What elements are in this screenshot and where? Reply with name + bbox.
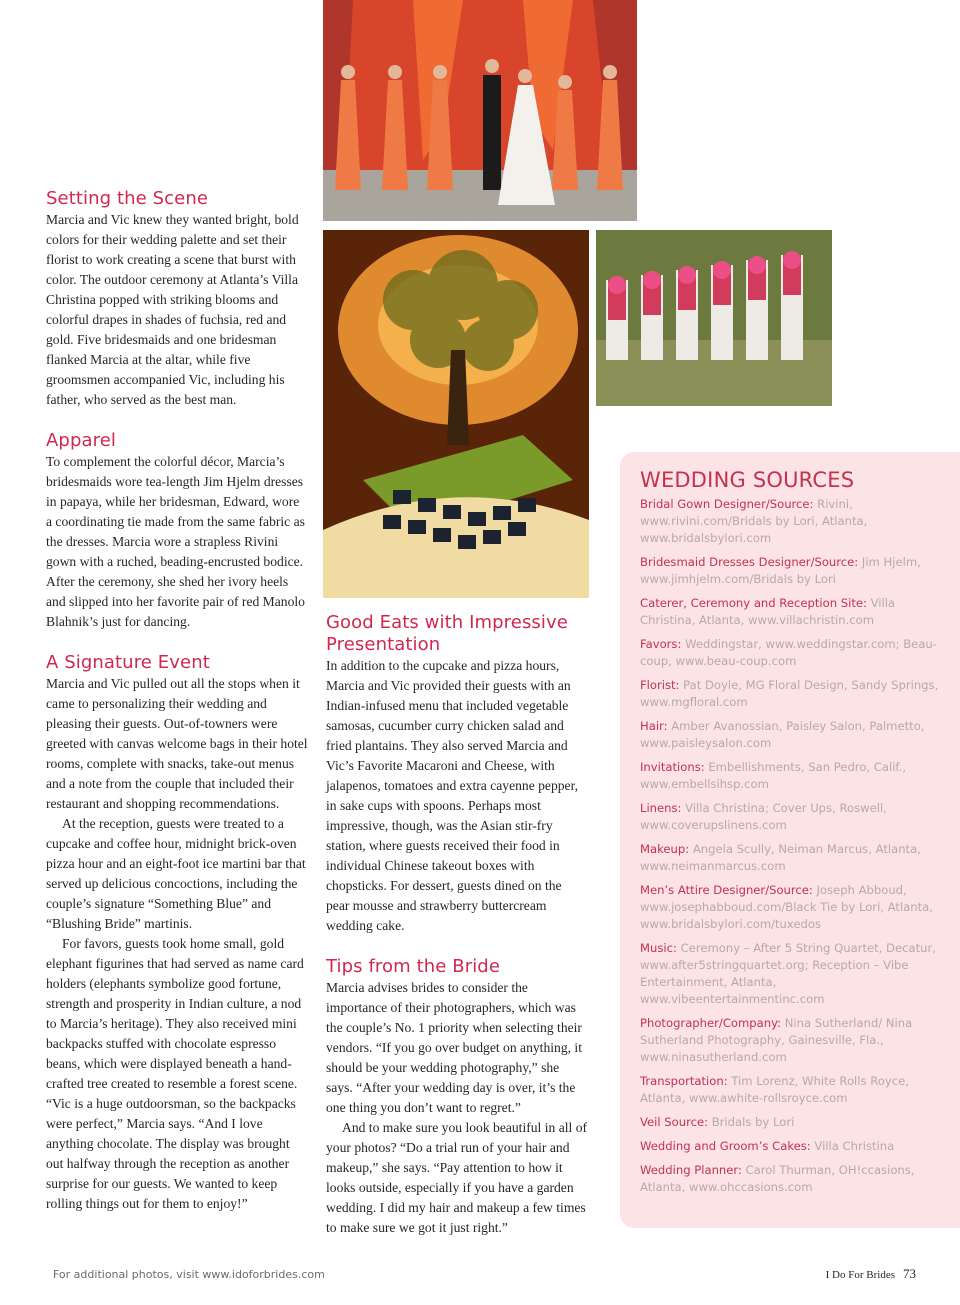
source-text: Pat Doyle, MG Floral Design, Sandy Springs, www.mgfloral.com [640, 678, 939, 709]
sources-title: WEDDING SOURCES [640, 468, 855, 492]
source-text: Villa Christina [810, 1139, 895, 1153]
footer-website-note: For additional photos, visit www.idoforbrides.com [53, 1268, 325, 1281]
paragraph: For favors, guests took home small, gold elephant figurines that had served as name card holders (elephants symbolize good fortune, strength and prosperity in Indian culture, a nod to Marcia’s heritage). They also received mini backpacks stuffed with chocolate espresso beans, which were displayed beneath a hand-crafted tree created to resemble a forest scene. “Vic is a huge outdoorsman, so the backpacks were perfect,” Marcia says. “And I love anything chocolate. The display was brought out halfway through the reception as another surprise for our guests. We wanted to keep rolling things out for them to enjoy!” [46, 936, 304, 1211]
source-entry [640, 677, 942, 711]
source-text: Joseph Abboud, www.josephabboud.com/Black Tie by Lori, Atlanta, www.bridalsbylori.com/tuxedos [640, 883, 933, 931]
source-label: Invitations: [640, 760, 705, 774]
source-label: Linens: [640, 801, 682, 815]
source-label: Bridal Gown Designer/Source: [640, 497, 814, 511]
source-label: Wedding and Groom’s Cakes: [640, 1139, 811, 1153]
source-text: Bridals by Lori [708, 1115, 795, 1129]
source-entry [640, 940, 942, 1008]
page-number: 73 [903, 1266, 916, 1281]
favor-tree-illustration [323, 230, 589, 598]
paragraph: Marcia and Vic knew they wanted bright, bold colors for their wedding palette and set their florist to work creating a scene that burst with color. The outdoor ceremony at Atlanta’s Villa Christina popped with striking blooms and colorful drapes in shades of fuchsia, red and gold. Five bridesmaids and one bridesman flanked Marcia at the altar, while five groomsmen accompanied Vic, including his father, who served as the best man. [46, 212, 299, 407]
source-label: Transportation: [640, 1074, 728, 1088]
source-entry [640, 1015, 942, 1066]
source-entry [640, 496, 942, 547]
source-entry [640, 841, 942, 875]
source-text: Embellishments, San Pedro, Calif., www.embellsihsp.com [640, 760, 907, 791]
source-text: Tim Lorenz, White Rolls Royce, Atlanta, www.awhite-rollsroyce.com [640, 1074, 909, 1105]
section-tips-from-bride [326, 956, 588, 1238]
section-heading: Tips from the Bride [326, 956, 500, 977]
middle-article-column [326, 612, 588, 1258]
ceremony-chairs-illustration [596, 230, 832, 406]
source-label: Bridesmaid Dresses Designer/Source: [640, 555, 859, 569]
wedding-sources-box [620, 452, 960, 1228]
bridal-party-illustration [323, 0, 637, 221]
paragraph: And to make sure you look beautiful in all of your photos? “Do a trial run of your hair and makeup,” she says. “Pay attention to how it looks outside, especially if you have a garden wedding. I did my hair and makeup a few times to make sure we got it just right.” [326, 1120, 588, 1235]
section-apparel [46, 430, 308, 632]
source-label: Favors: [640, 637, 682, 651]
paragraph: Marcia advises brides to consider the importance of their photographers, which was the couple’s No. 1 priority when selecting their vendors. “If you go over budget on anything, it should be your wedding photography,” she says. “After your wedding day is over, it’s the one thing you don’t want to regret.” [326, 980, 582, 1115]
source-text: Nina Sutherland/ Nina Sutherland Photography, Gainesville, Fla., www.ninasutherland.com [640, 1016, 913, 1064]
source-label: Veil Source: [640, 1115, 709, 1129]
source-label: Photographer/Company: [640, 1016, 782, 1030]
source-text: Villa Christina; Cover Ups, Roswell, www.coverupslinens.com [640, 801, 887, 832]
paragraph: To complement the colorful décor, Marcia’s bridesmaids wore tea-length Jim Hjelm dresses in papaya, while her bridesman, Edward, wore a coordinating tie made from the same fabric as the dresses. Marcia wore a strapless Rivini gown with a ruched, beading-encrusted bodice. After the ceremony, she shed her ivory heels and slipped into her favorite pair of red Manolo Blahnik’s just for dancing. [46, 454, 305, 629]
footer-folio [826, 1266, 916, 1282]
section-heading: Apparel [46, 430, 116, 451]
source-text: Weddingstar, www.weddingstar.com; Beau-coup, www.beau-coup.com [640, 637, 937, 668]
source-label: Music: [640, 941, 677, 955]
favor-tree-photo [323, 230, 589, 598]
section-signature-event [46, 652, 308, 1214]
source-label: Wedding Planner: [640, 1163, 742, 1177]
source-entry [640, 1073, 942, 1107]
source-text: Amber Avanossian, Paisley Salon, Palmetto, www.paisleysalon.com [640, 719, 925, 750]
source-label: Caterer, Ceremony and Reception Site: [640, 596, 867, 610]
source-entry [640, 554, 942, 588]
section-good-eats [326, 612, 588, 936]
section-heading: A Signature Event [46, 652, 210, 673]
paragraph: In addition to the cupcake and pizza hours, Marcia and Vic provided their guests with an Indian-infused menu that included vegetable samosas, cucumber curry chicken salad and fried plantains. They also served Marcia and Vic’s Favorite Macaroni and Cheese, with jalapenos, tomatoes and extra cayenne pepper, in sake cups with spoons. Perhaps most impressive, though, was the Asian stir-fry station, where guests received their food in individual Chinese takeout boxes with chopsticks. For dessert, guests dined on the pear mousse and strawberry buttercream wedding cake. [326, 658, 578, 933]
source-entry [640, 1114, 942, 1131]
source-text: Carol Thurman, OH!ccasions, Atlanta, www.ohccasions.com [640, 1163, 915, 1194]
source-label: Men’s Attire Designer/Source: [640, 883, 813, 897]
section-heading: Setting the Scene [46, 188, 209, 209]
source-text: Rivini, www.rivini.com/Bridals by Lori, Atlanta, www.bridalsbylori.com [640, 497, 868, 545]
source-label: Florist: [640, 678, 680, 692]
source-entry [640, 759, 942, 793]
paragraph: At the reception, guests were treated to a cupcake and coffee hour, midnight brick-oven pizza hour and an eight-foot ice martini bar that served up delicious concoctions, including the couple’s signature “Something Blue” and “Blushing Bride” martinis. [46, 816, 306, 931]
source-entry [640, 1138, 942, 1155]
magazine-name: I Do For Brides [825, 1269, 895, 1281]
source-entry [640, 800, 942, 834]
source-entry [640, 636, 942, 670]
source-text: Ceremony – After 5 String Quartet, Decatur, www.after5stringquartet.org; Reception – Vibe Entertainment, Atlanta, www.vibeentertainmentinc.com [640, 941, 936, 1006]
section-setting-the-scene [46, 188, 308, 410]
source-label: Makeup: [640, 842, 690, 856]
source-label: Hair: [640, 719, 668, 733]
source-text: Jim Hjelm, www.jimhjelm.com/Bridals by Lori [640, 555, 921, 586]
source-entry [640, 718, 942, 752]
left-article-column [46, 188, 308, 1234]
section-heading: Good Eats with Impressive Presentation [326, 612, 568, 655]
source-text: Villa Christina, Atlanta, www.villachristin.com [640, 596, 896, 627]
source-entry [640, 1162, 942, 1196]
source-text: Angela Scully, Neiman Marcus, Atlanta, www.neimanmarcus.com [640, 842, 921, 873]
bridal-party-photo [323, 0, 637, 221]
source-entry [640, 595, 942, 629]
ceremony-chairs-photo [596, 230, 832, 406]
source-entry [640, 882, 942, 933]
paragraph: Marcia and Vic pulled out all the stops when it came to personalizing their wedding and pleasing their guests. Out-of-towners were greeted with canvas welcome bags in their hotel rooms, complete with snacks, take-out menus and a note from the couple that included their restaurant and shopping recommendations. [46, 676, 308, 811]
